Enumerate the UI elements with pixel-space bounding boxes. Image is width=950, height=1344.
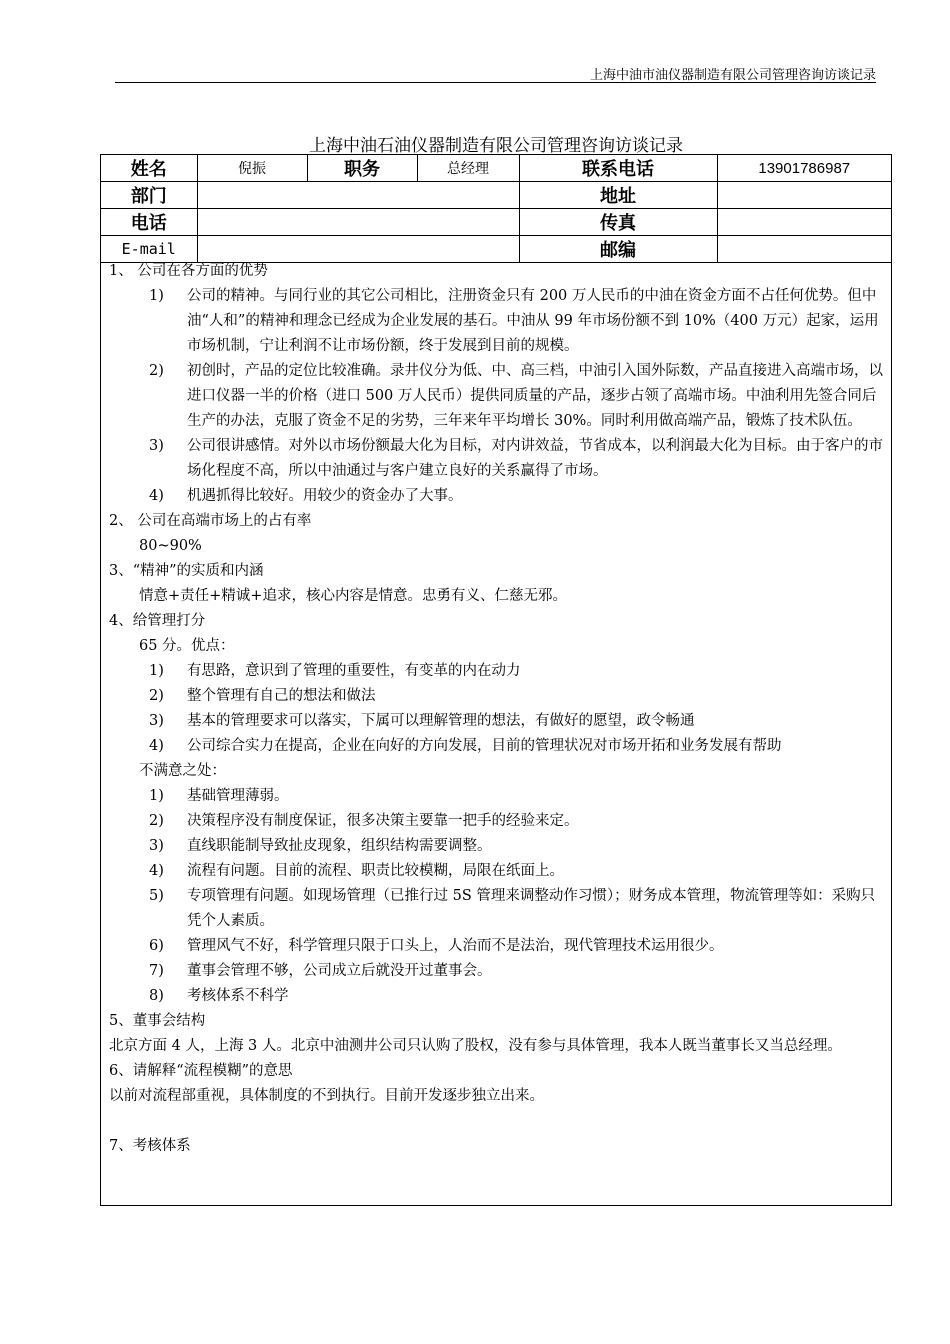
- list-text: 管理风气不好，科学管理只限于口头上，人治而不是法治，现代管理技术运用很少。: [187, 938, 724, 954]
- info-row-department: [101, 182, 891, 209]
- list-number: 2): [149, 363, 164, 379]
- info-table: [101, 155, 891, 263]
- list-text: 初创时，产品的定位比较准确。录井仪分为低、中、高三档，中油引入国外际数，产品直接进入高端市场，以进口仪器一半的价格（进口 500 万人民币）提供同质量的产品，逐步占领了高端市场。中油利用先签合同后生产的办法，克服了资金不足的劣势，三年来年平均增长 30%。同时利用做高端产品，锻炼了技术队伍。: [187, 363, 883, 429]
- fax-label: 传真: [519, 209, 717, 236]
- list-item: [109, 734, 884, 759]
- section-answer: 北京方面 4 人，上海 3 人。北京中油测井公司只认购了股权，没有参与具体管理，我本人既当董事长又当总经理。: [109, 1038, 842, 1054]
- list-text: 公司的精神。与同行业的其它公司相比，注册资金只有 200 万人民币的中油在资金方面不占任何优势。但中油“人和”的精神和理念已经成为企业发展的基石。中油从 99 年市场份额不到 10%（400 万元）起家，运用市场机制，宁让利润不让市场份额，终于发展到目前的规模。: [187, 288, 879, 354]
- list-text: 决策程序没有制度保证，很多决策主要靠一把手的经验来定。: [187, 813, 579, 829]
- list-number: 3): [149, 438, 164, 454]
- section-title: 4、给管理打分: [109, 613, 206, 629]
- list-text: 董事会管理不够，公司成立后就没开过董事会。: [187, 963, 492, 979]
- list-number: 1): [149, 288, 164, 304]
- dissatisfied-label: 不满意之处：: [139, 763, 226, 779]
- list-number: 4): [149, 738, 164, 754]
- list-item: [109, 959, 884, 984]
- list-item: [109, 884, 884, 934]
- list-text: 整个管理有自己的想法和做法: [187, 688, 376, 704]
- list-number: 4): [149, 863, 164, 879]
- list-item: [109, 684, 884, 709]
- section-title: 2、 公司在高端市场上的占有率: [109, 513, 312, 529]
- department-value: [197, 182, 519, 209]
- list-item: [109, 709, 884, 734]
- list-text: 公司综合实力在提高，企业在向好的方向发展，目前的管理状况对市场开拓和业务发展有帮助: [187, 738, 782, 754]
- contact-phone-value: 13901786987: [717, 155, 891, 182]
- list-number: 6): [149, 938, 164, 954]
- info-row-name: [101, 155, 891, 182]
- list-item: [109, 784, 884, 809]
- list-item: [109, 984, 884, 1009]
- list-text: 直线职能制导致扯皮现象，组织结构需要调整。: [187, 838, 492, 854]
- interview-content: [109, 259, 884, 1159]
- header-rule: [115, 82, 876, 83]
- list-number: 5): [149, 888, 164, 904]
- list-item: [109, 859, 884, 884]
- list-number: 7): [149, 963, 164, 979]
- page-header-title: 上海中油市油仪器制造有限公司管理咨询访谈记录: [589, 68, 876, 83]
- address-value: [717, 182, 891, 209]
- contact-phone-label: 联系电话: [519, 155, 717, 182]
- list-number: 3): [149, 838, 164, 854]
- list-number: 4): [149, 488, 164, 504]
- list-text: 流程有问题。目前的流程、职责比较模糊，局限在纸面上。: [187, 863, 564, 879]
- list-text: 考核体系不科学: [187, 988, 289, 1004]
- list-item: [109, 284, 884, 359]
- telephone-value: [197, 209, 519, 236]
- list-text: 公司很讲感情。对外以市场份额最大化为目标，对内讲效益，节省成本，以利润最大化为目标。由于客户的市场化程度不高，所以中油通过与客户建立良好的关系赢得了市场。: [187, 438, 883, 479]
- info-row-telephone: [101, 209, 891, 236]
- list-number: 2): [149, 813, 164, 829]
- telephone-label: 电话: [101, 209, 197, 236]
- address-label: 地址: [519, 182, 717, 209]
- position-label: 职务: [307, 155, 417, 182]
- fax-value: [717, 209, 891, 236]
- list-item: [109, 484, 884, 509]
- section-answer: 以前对流程部重视，具体制度的不到执行。目前开发逐步独立出来。: [109, 1088, 544, 1104]
- list-text: 机遇抓得比较好。用较少的资金办了大事。: [187, 488, 463, 504]
- list-item: [109, 434, 884, 484]
- list-item: [109, 659, 884, 684]
- list-text: 基础管理薄弱。: [187, 788, 289, 804]
- section-title: 5、董事会结构: [109, 1013, 206, 1029]
- name-label: 姓名: [101, 155, 197, 182]
- email-label: E-mail: [101, 236, 197, 263]
- interview-form: [100, 154, 892, 1206]
- list-number: 1): [149, 663, 164, 679]
- section-answer: 80~90%: [139, 538, 202, 554]
- department-label: 部门: [101, 182, 197, 209]
- document-title: 上海中油石油仪器制造有限公司管理咨询访谈记录: [309, 136, 683, 156]
- section-title: 1、 公司在各方面的优势: [109, 263, 268, 279]
- list-number: 3): [149, 713, 164, 729]
- list-text: 有思路，意识到了管理的重要性，有变革的内在动力: [187, 663, 521, 679]
- list-item: [109, 809, 884, 834]
- name-value: 倪振: [197, 155, 307, 182]
- section-title: 3、“精神”的实质和内涵: [109, 563, 264, 579]
- position-value: 总经理: [417, 155, 519, 182]
- list-text: 专项管理有问题。如现场管理（已推行过 5S 管理来调整动作习惯）；财务成本管理，物流管理等如：采购只凭个人素质。: [187, 888, 876, 929]
- blank-line: [109, 1109, 884, 1134]
- section-answer: 情意+责任+精诚+追求，核心内容是情意。忠勇有义、仁慈无邪。: [139, 588, 567, 604]
- postcode-label: 邮编: [519, 236, 717, 263]
- section-title: 6、请解释“流程模糊”的意思: [109, 1063, 293, 1079]
- list-number: 2): [149, 688, 164, 704]
- list-item: [109, 834, 884, 859]
- list-number: 8): [149, 988, 164, 1004]
- score-text: 65 分。优点：: [139, 638, 235, 654]
- list-item: [109, 359, 884, 434]
- list-text: 基本的管理要求可以落实，下属可以理解管理的想法，有做好的愿望，政令畅通: [187, 713, 695, 729]
- list-number: 1): [149, 788, 164, 804]
- section-title: 7、考核体系: [109, 1138, 191, 1154]
- list-item: [109, 934, 884, 959]
